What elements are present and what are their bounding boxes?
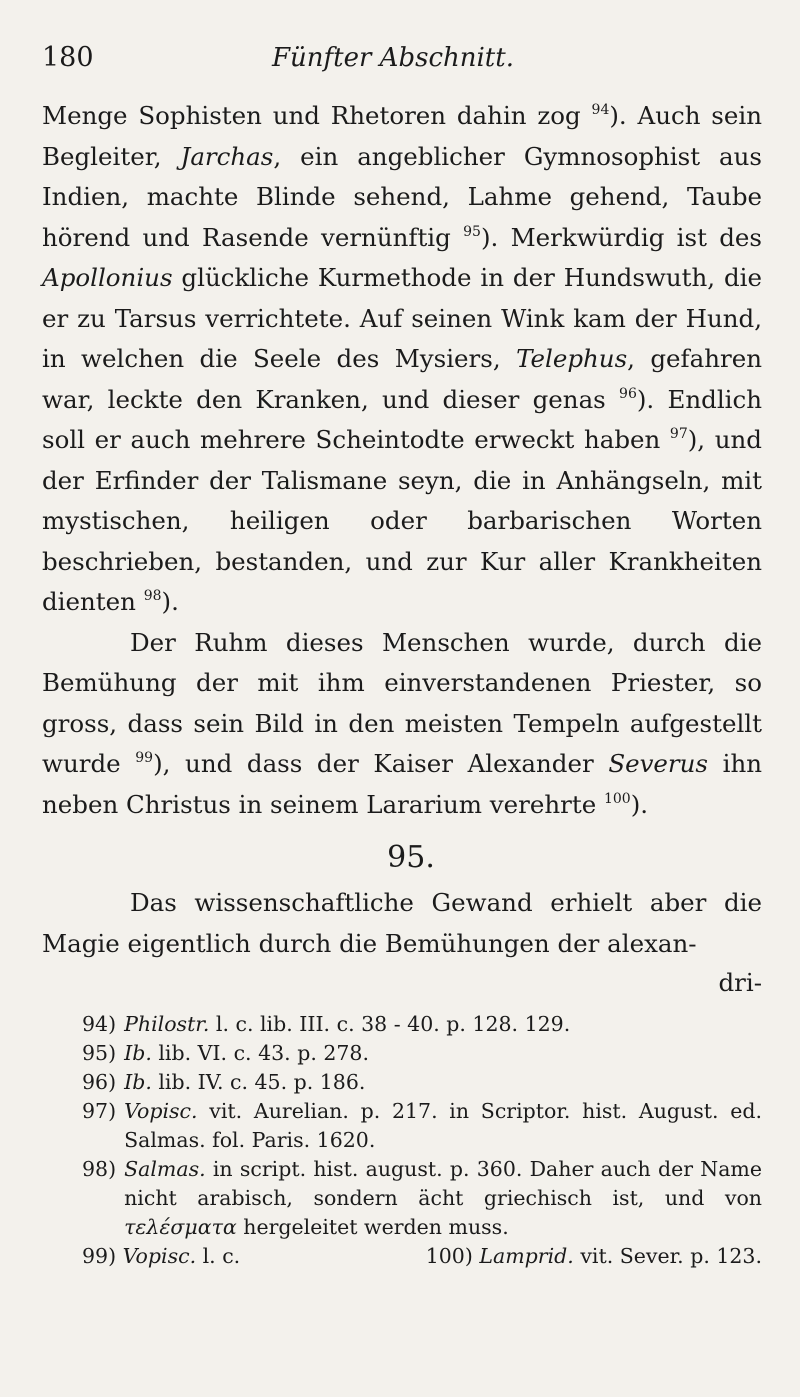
text-run: glückliche Kurmethode in der Hundswuth, die er zu Tarsus verrichtete. Auf seinen Wink kam der Hund, in welchen die Seele des Mysiers, [42,263,762,373]
footnote-98 [42,1155,762,1242]
footnote-citation: vit. Aurelian. p. 217. in Scriptor. hist. August. ed. Salmas. fol. Paris. 1620. [124,1099,762,1152]
footnote-ref-99: 99 [135,750,154,766]
footnote-94 [42,1010,762,1039]
footnote-text [124,1097,762,1155]
footnote-97 [42,1097,762,1155]
text-run: Menge Sophisten und Rhetoren dahin zog [42,101,592,130]
text-run: ), und dass der Kaiser Alexander [153,749,609,778]
footnote-citation: in script. hist. august. p. 360. Daher auch der Name nicht arabisch, sondern ächt griechisch ist, und von [124,1157,762,1210]
footnote-source: Vopisc. [122,1244,197,1268]
footnote-citation: hergeleitet werden muss. [236,1215,509,1239]
footnote-text [124,1039,762,1068]
footnote-number: 97) [82,1099,117,1123]
footnote-number: 94) [82,1012,117,1036]
page-number: 180 [42,42,94,73]
footnote-96 [42,1068,762,1097]
text-run: , ein angeblicher Gymnosophist aus Indien, machte Blinde sehend, Lahme gehend, Taube hörend und Rasende vernünftig [42,141,762,252]
running-title: Fünfter Abschnitt. [272,43,514,73]
footnote-citation: lib. VI. c. 43. p. 278. [151,1041,369,1065]
book-page [42,42,762,1271]
footnote-ref-96: 96 [619,385,637,402]
footnote-citation: l. c. [196,1244,241,1268]
text-run: ). Auch sein Begleiter, [42,101,762,171]
footnote-ref-100: 100 [603,790,631,807]
footnote-citation: lib. IV. c. 45. p. 186. [151,1070,366,1094]
footnote-number: 96) [82,1070,117,1094]
footnote-source: Philostr. [124,1012,210,1036]
italic-name-apollonius: Apollonius [42,263,173,292]
paragraph-2 [42,623,762,826]
footnote-ref-94: 94 [591,102,610,118]
text-run: ). [630,789,649,819]
paragraph-1 [42,96,762,623]
footnote-text [124,1068,762,1097]
running-head [42,42,762,82]
paragraph-3 [42,883,762,964]
body-text [42,96,762,1002]
italic-name-severus: Severus [608,749,708,778]
footnote-100 [426,1242,762,1271]
text-run: ). Endlich soll er auch mehrere Scheintodte erweckt haben [42,384,763,454]
italic-name-telephus: Telephus [516,344,628,373]
footnote-99-100 [42,1242,762,1271]
footnote-ref-97: 97 [669,426,688,442]
footnote-citation: vit. Sever. p. 123. [573,1244,762,1268]
footnote-source: Salmas. [124,1157,206,1181]
text-run: ). Merkwürdig ist des [480,222,762,252]
footnote-number: 95) [82,1041,117,1065]
footnote-number: 100) [425,1244,473,1268]
footnote-source: Lamprid. [479,1244,574,1268]
italic-name-jarchas: Jarchas [180,141,274,171]
footnote-99 [82,1242,240,1271]
footnote-text [124,1155,762,1242]
footnotes [42,1010,762,1271]
catchword: dri- [718,968,762,997]
section-number: 95. [387,840,435,875]
footnote-number: 99) [82,1244,117,1268]
greek-word: τελέσματα [124,1215,237,1239]
footnote-source: Ib. [124,1070,152,1094]
footnote-source: Vopisc. [124,1099,198,1123]
footnote-95 [42,1039,762,1068]
footnote-ref-95: 95 [463,223,481,240]
text-run: , gefahren war, leckte den Kranken, und dieser genas [42,344,762,414]
footnote-citation: l. c. lib. III. c. 38 - 40. p. 128. 129. [209,1012,571,1036]
text-run: ihn neben Christus in seinem Lararium verehrte [42,749,762,819]
text-run: ). [161,587,179,616]
text-run: Der Ruhm dieses Menschen wurde, durch die Bemühung der mit ihm einverstandenen Priester, so gross, dass sein Bild in den meisten Tempeln aufgestellt wurde [42,627,762,778]
text-run: ), und der Erfinder der Talismane seyn, die in Anhängseln, mit mystischen, heiligen oder barbarischen Worten beschrieben, bestanden, und zur Kur aller Krankheiten dienten [42,425,762,616]
footnote-ref-98: 98 [143,588,162,604]
footnote-source: Ib. [124,1041,152,1065]
footnote-number: 98) [82,1157,117,1181]
footnote-text [124,1010,762,1039]
text-run: Das wissenschaftliche Gewand erhielt aber die Magie eigentlich durch die Bemühungen der alexan- [42,888,762,958]
